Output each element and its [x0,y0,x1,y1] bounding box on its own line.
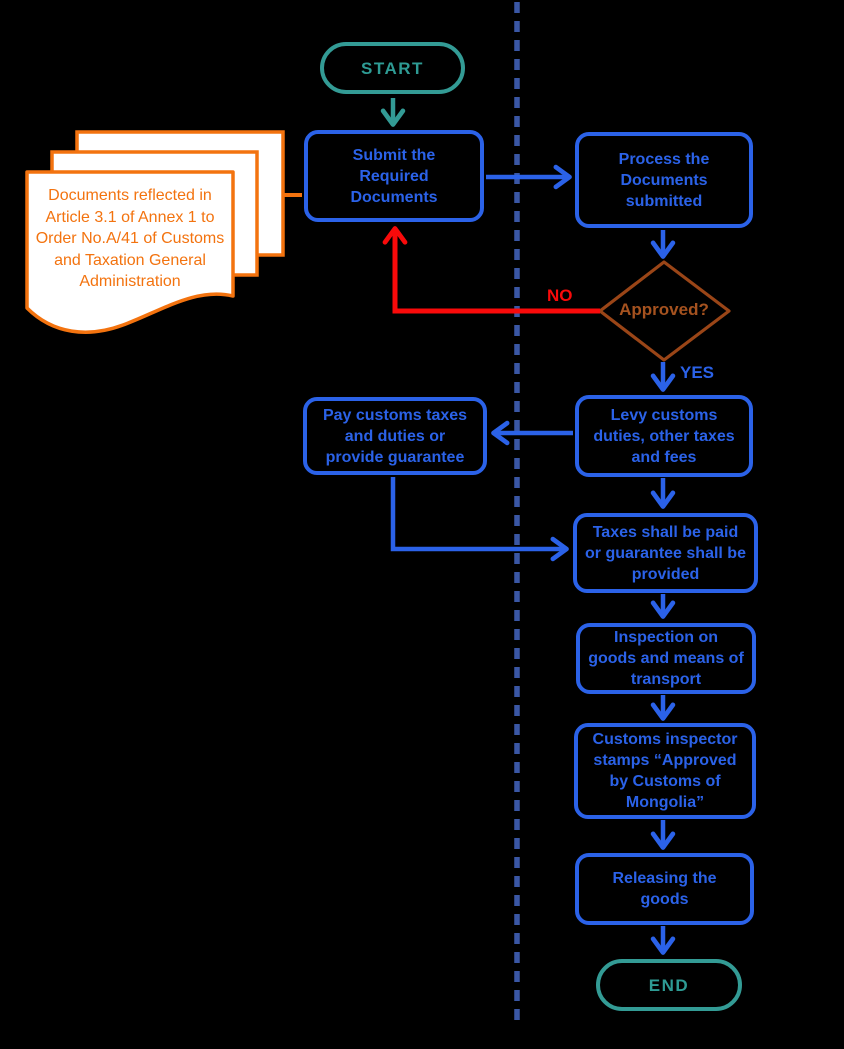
node-end: END [596,959,742,1011]
document-note-text: Documents reflected in Article 3.1 of Annex 1 to Order No.A/41 of Customs and Taxation General Administration [35,187,225,291]
node-inspection: Inspection on goods and means of transport [576,623,756,694]
branch-label-yes: YES [680,363,715,382]
arrow-pay-to-taxespaid [393,477,566,549]
node-submit-required-documents: Submit the Required Documents [304,130,484,222]
node-levy-duties: Levy customs duties, other taxes and fees [575,395,753,477]
node-taxes-paid-or-guarantee: Taxes shall be paid or guarantee shall be provided [573,513,758,593]
decision-approved-label: Approved? [619,300,709,319]
node-start: START [320,42,465,94]
node-releasing-goods: Releasing the goods [575,853,754,925]
node-pay-taxes: Pay customs taxes and duties or provide guarantee [303,397,487,475]
node-inspector-stamp: Customs inspector stamps “Approved by Customs of Mongolia” [574,723,756,819]
node-process-documents: Process the Documents submitted [575,132,753,228]
branch-label-no: NO [547,286,573,305]
